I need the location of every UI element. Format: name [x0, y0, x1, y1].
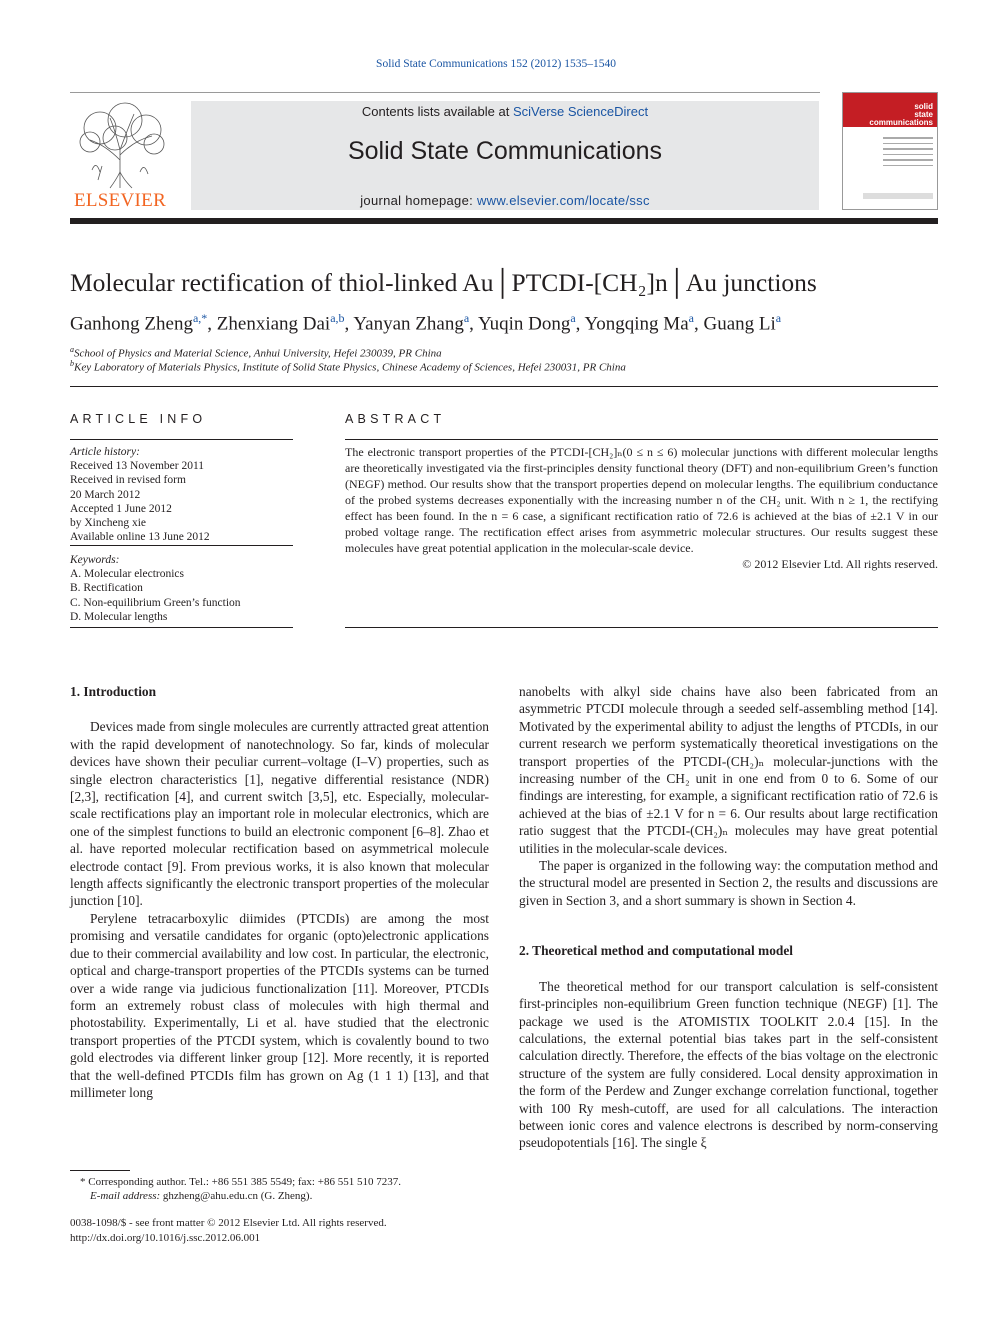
- paragraph: Perylene tetracarboxylic diimides (PTCDIs) are among the most promising and versatile candidates for organic (opto)electronic applications due to their commercial availability and low cost. In particular, the electronic, optical and charge-transport properties of the PTCDIs systems can be turned over a wide range via judicious functionalization [11]. Moreover, PTCDIs form an extremely robust class of molecules with high thermal and photostability. Experimentally, Li et al. have studied that the electronic transport properties of the PTCDI system, which is covalently bound to two gold electrodes via different linker group [12]. More recently, it is reported that the well-defined PTCDIs film has grown on Ag (1 1 1) [13], and that millimeter long: [70, 910, 489, 1100]
- author-1[interactable]: Ganhong Zheng: [70, 313, 193, 335]
- section-1-heading: 1. Introduction: [70, 684, 157, 699]
- section-2-heading: 2. Theoretical method and computational model: [519, 943, 794, 959]
- body-column-left: [70, 683, 489, 1101]
- abstract-text: The electronic transport properties of the PTCDI-[CH₂]ₙ(0 ≤ n ≤ 6) molecular junctions with different molecular lengths are theoretically investigated via the first-principles density functional theory (DFT) and non-equilibrium Green’s function (NEGF) method. Our results show that the transport properties depend on molecular lengths. The equilibrium conductance of the probed systems decreases exponentially with the increasing number n of the CH₂ unit. With n ≥ 1, the rectifying effect has been found. In the n = 6 case, a significant rectification ratio of 72.6 is achieved at the bias of ±2.1 V in our probed voltage range. The rectification effect arises from asymmetric molecular structures. Our results suggest these molecules have great potential application in the molecular-scale device.: [345, 445, 938, 555]
- keyword-item: D. Molecular lengths: [70, 610, 168, 623]
- paragraph: The theoretical method for our transport calculation is self-consistent first-principles non-equilibrium Green function technique (NEGF) [1]. The package we used is the ATOMISTIX TOOLKIT 2.0.4 [15]. In the calculations, the external potential bias takes part in the self-consistent calculation directly. Therefore, the effects of the bias voltage on the electronic structure of the system are fully considered. Local density approximation in the form of the Perdew and Zunger exchange correlation functional, together with 100 Ry mesh-cutoff, are used for all calculations. The interaction between ionic cores and valence electrons is described by norm-conserving pseudopotentials [16]. The single ξ: [519, 978, 938, 1151]
- journal-reference[interactable]: Solid State Communications 152 (2012) 1535–1540: [376, 58, 616, 70]
- author-list: Ganhong Zheng$^{a,*}$, Zhenxiang Dai$^{a,b}$, Yanyan Zhang$^a$, Yuqin Dong$^a$, Yongqing Ma$^a$, Guang Li$^a$: [70, 311, 782, 335]
- affiliation-rule: [70, 386, 938, 387]
- homepage-link[interactable]: www.elsevier.com/locate/ssc: [476, 193, 650, 208]
- elsevier-logo[interactable]: [70, 100, 170, 212]
- header-thick-rule: [70, 218, 938, 224]
- author-5[interactable]: Yongqing Ma: [584, 313, 689, 335]
- author-2[interactable]: Zhenxiang Dai: [216, 313, 331, 335]
- article-title: Molecular rectification of thiol-linked Au│PTCDI-[CH₂]n│Au junctions: [70, 268, 817, 297]
- abstract-body: [345, 444, 938, 572]
- cover-footer: [863, 193, 933, 199]
- author-6[interactable]: Guang Li: [703, 313, 776, 335]
- journal-name: Solid State Communications: [347, 137, 663, 165]
- history-item: Accepted 1 June 2012: [70, 502, 172, 515]
- history-item: 20 March 2012: [70, 488, 141, 501]
- bottom-info: [70, 1216, 387, 1246]
- footnote-rule: [70, 1170, 130, 1171]
- keywords: Keywords: A. Molecular electronics B. Rectification C. Non-equilibrium Green’s function D. Molecular lengths: [70, 553, 293, 624]
- abstract-copyright: © 2012 Elsevier Ltd. All rights reserved.: [742, 557, 938, 571]
- history-item: Available online 13 June 2012: [70, 531, 210, 544]
- journal-header-box: [191, 101, 819, 210]
- info-rule-bottom: [70, 627, 293, 628]
- article-history: Article history: Received 13 November 2011 Received in revised form 20 March 2012 Accepted 1 June 2012 by Xincheng xie Available online 13 June 2012: [70, 445, 293, 544]
- info-rule-mid: [70, 545, 293, 546]
- paragraph: Devices made from single molecules are currently attracted great attention with the rapid development of nanotechnology. So far, kinds of molecular devices have shown their peculiar current–voltage (I–V) properties, such as single electron characteristics [1], negative differential resistance (NDR) [2,3], rectification [4], and current switch [3,5], etc. Especially, molecular-scale rectifications play an important role in molecular electronics, which are one of the simplest functions to build an electronic component [6–8]. Zhao et al. have reported molecular rectification based on asymmetrical molecule electrode contact [9]. From previous works, it is also known that molecular length affects significantly the electronic transport properties of the molecular junction [10].: [70, 719, 489, 909]
- author-4[interactable]: Yuqin Dong: [477, 313, 571, 335]
- history-item: Received in revised form: [70, 474, 186, 487]
- author-3[interactable]: Yanyan Zhang: [353, 313, 464, 335]
- homepage-line: journal homepage: www.elsevier.com/locate/ssc: [360, 193, 650, 208]
- keyword-item: B. Rectification: [70, 582, 143, 595]
- journal-cover-thumbnail[interactable]: [842, 92, 938, 210]
- abstract-rule-bottom: [345, 627, 938, 628]
- contents-line: Contents lists available at SciVerse ScienceDirect: [361, 104, 649, 119]
- affiliation-b: $^b$Key Laboratory of Materials Physics, Institute of Solid State Physics, Chinese Academy of Sciences, Hefei 230031, PR China: [70, 359, 626, 374]
- history-item: by Xincheng xie: [70, 517, 147, 530]
- issn-line: 0038-1098/$ - see front matter © 2012 Elsevier Ltd. All rights reserved.: [70, 1217, 387, 1229]
- author-email[interactable]: ghzheng@ahu.edu.cn (G. Zheng).: [162, 1190, 313, 1202]
- affiliation-a: $^a$School of Physics and Material Science, Anhui University, Hefei 230039, PR China: [70, 345, 442, 360]
- keyword-item: C. Non-equilibrium Green’s function: [70, 596, 241, 609]
- paragraph: nanobelts with alkyl side chains have also been fabricated from an asymmetric PTCDI molecule through a seeded self-assembling method [14]. Motivated by the experimental ability to adjust the lengths of PTCDIs, in our current research we perform systematically theoretical investigations on the transport properties of the PTCDI-(CH₂)ₙ molecular-junctions with the increasing number of the CH₂ unit in one end from 0 to 6. Some of our findings are interesting, for example, a significant rectification ratio of 72.6 is achieved at the bias of ±2.1 V for n = 6. Our results about large rectification ratio suggest that the PTCDI-(CH₂)ₙ molecules may have great potential utilities in the molecular-scale devices.: [519, 684, 938, 856]
- history-item: Received 13 November 2011: [70, 460, 205, 473]
- footnote: * Corresponding author. Tel.: +86 551 385 5549; fax: +86 551 510 7237. E-mail address: ghzheng@ahu.edu.cn (G. Zheng).: [70, 1175, 401, 1203]
- keyword-item: A. Molecular electronics: [70, 568, 184, 581]
- paragraph: The paper is organized in the following way: the computation method and the structural model are presented in Section 2, the results and discussions are given in Section 3, and a short summary is shown in Section 4.: [519, 858, 938, 908]
- corresponding-author-note: * Corresponding author. Tel.: +86 551 385 5549; fax: +86 551 510 7237.: [80, 1176, 401, 1188]
- article-info-heading: ARTICLE INFO: [70, 412, 207, 426]
- doi-link[interactable]: http://dx.doi.org/10.1016/j.ssc.2012.06.001: [70, 1232, 261, 1244]
- cover-text-lines: [883, 137, 933, 170]
- abstract-heading: ABSTRACT: [345, 412, 446, 426]
- elsevier-wordmark: ELSEVIER: [73, 190, 167, 211]
- header-top-rule: [70, 92, 820, 93]
- body-column-right: [519, 683, 938, 1152]
- tree-icon: [70, 100, 170, 190]
- cover-banner: solid state communications: [843, 93, 937, 127]
- sciencedirect-link[interactable]: SciVerse ScienceDirect: [512, 104, 649, 119]
- abstract-rule-top: [345, 439, 938, 440]
- info-rule-top: [70, 439, 293, 440]
